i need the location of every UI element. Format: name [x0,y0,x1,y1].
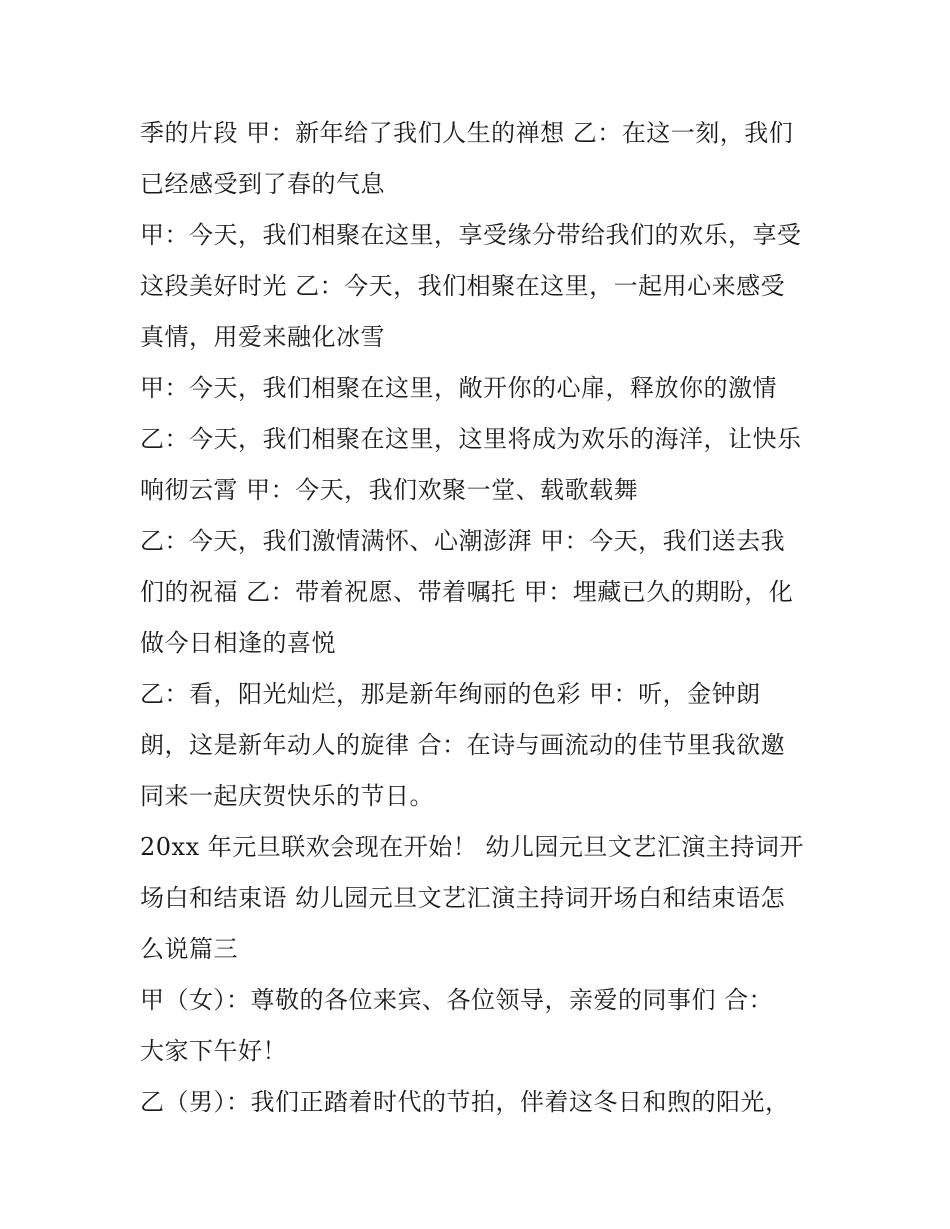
text-line: 乙：今天，我们激情满怀、心潮澎湃 甲：今天，我们送去我 [140,527,786,555]
text-line: 么说篇三 [140,935,238,963]
text-line: 大家下午好！ [140,1037,287,1065]
text-line: 甲（女）：尊敬的各位来宾、各位领导，亲爱的同事们 合： [140,986,774,1014]
document-body [140,108,820,1128]
text-line: 同来一起庆贺快乐的节日。 [140,782,434,810]
text-line: 季的片段 甲：新年给了我们人生的禅想 乙：在这一刻，我们 [140,119,794,147]
text-line: 响彻云霄 甲：今天，我们欢聚一堂、载歌载舞 [140,476,639,504]
text-line: 这段美好时光 乙：今天，我们相聚在这里，一起用心来感受 [140,272,786,300]
text-line: 乙：今天，我们相聚在这里，这里将成为欢乐的海洋，让快乐 [140,425,802,453]
text-line: 们的祝福 乙：带着祝愿、带着嘱托 甲：埋藏已久的期盼，化 [140,578,794,606]
text-line: 乙（男）：我们正踏着时代的节拍，伴着这冬日和煦的阳光， [140,1088,790,1116]
text-line: 甲：今天，我们相聚在这里，敞开你的心扉，释放你的激情 [140,374,777,402]
text-line: 做今日相逢的喜悦 [140,629,336,657]
text-line: 已经感受到了春的气息 [140,170,385,198]
text-line: 场白和结束语 幼儿园元旦文艺汇演主持词开场白和结束语怎 [140,884,786,912]
text-line: 乙：看，阳光灿烂，那是新年绚丽的色彩 甲：听，金钟朗 [140,680,761,708]
text-line: 朗，这是新年动人的旋律 合：在诗与画流动的佳节里我欲邀 [140,731,786,759]
text-line: 甲：今天，我们相聚在这里，享受缘分带给我们的欢乐，享受 [140,221,802,249]
text-line: 真情，用爱来融化冰雪 [140,323,385,351]
text-line: 20xx 年元旦联欢会现在开始！ 幼儿园元旦文艺汇演主持词开 [140,833,804,861]
